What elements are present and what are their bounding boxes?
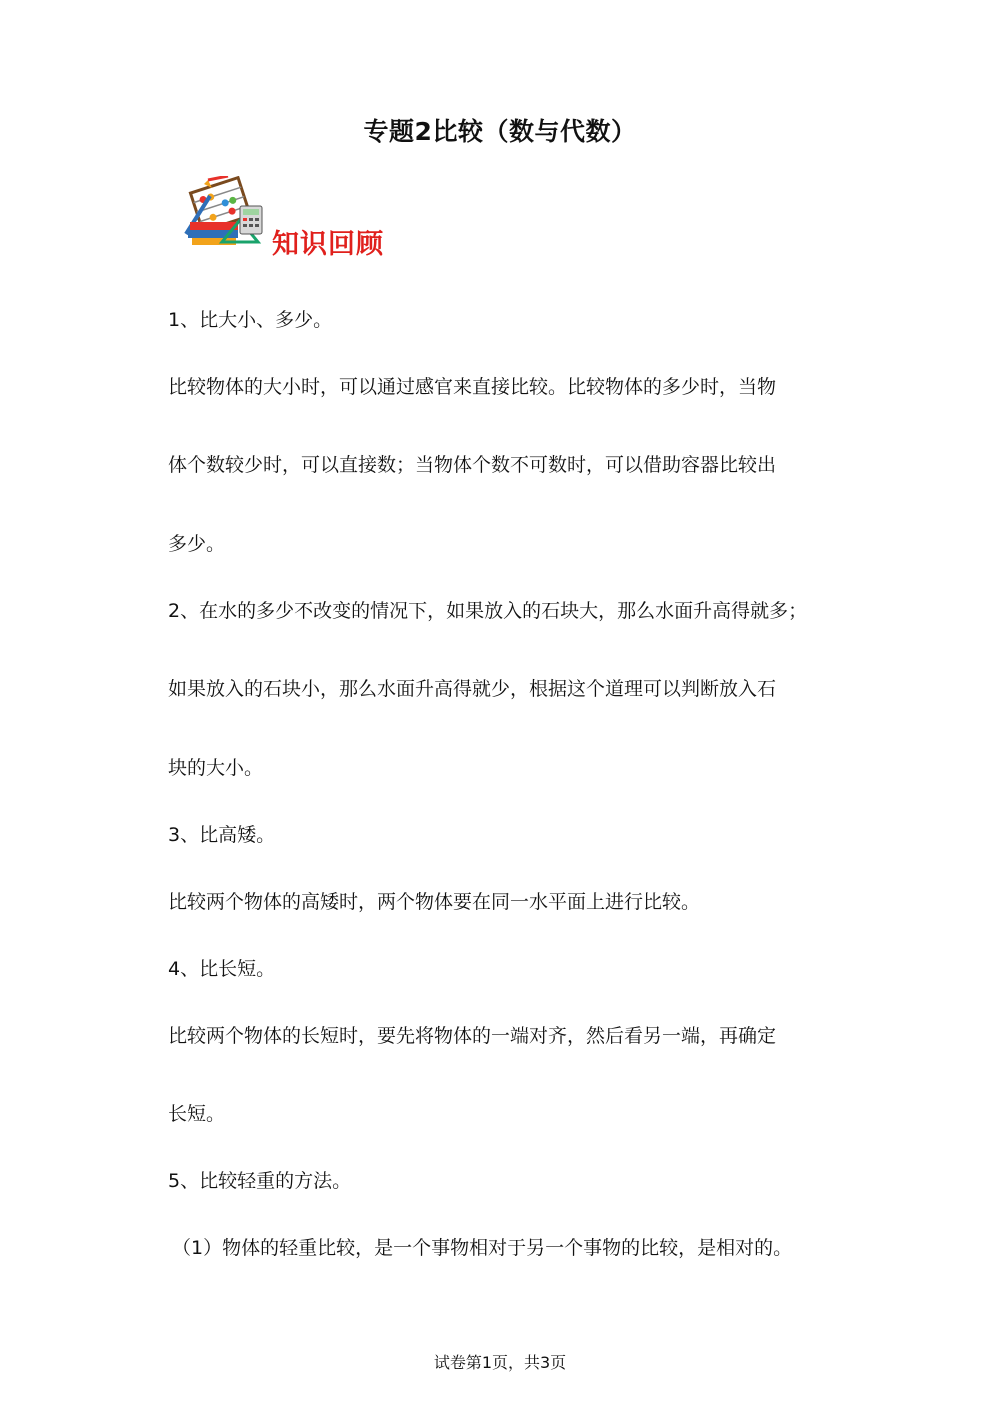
text-line: 比较两个物体的长短时，要先将物体的一端对齐，然后看另一端，再确定 bbox=[168, 1025, 777, 1047]
section-heading: 知识回顾 bbox=[272, 229, 384, 260]
text-line: 如果放入的石块小，那么水面升高得就少，根据这个道理可以判断放入石 bbox=[168, 678, 777, 700]
text-line: 5、比较轻重的方法。 bbox=[168, 1170, 352, 1192]
text-line: （1）物体的轻重比较，是一个事物相对于另一个事物的比较，是相对的。 bbox=[172, 1237, 793, 1259]
stationery-illustration-icon bbox=[182, 176, 274, 260]
text-line: 块的大小。 bbox=[168, 757, 264, 779]
page-title: 专题2比较（数与代数） bbox=[363, 117, 637, 146]
text-line: 1、比大小、多少。 bbox=[168, 309, 333, 331]
text-line: 长短。 bbox=[168, 1103, 226, 1125]
text-line: 比较两个物体的高矮时，两个物体要在同一水平面上进行比较。 bbox=[168, 891, 701, 913]
text-line: 2、在水的多少不改变的情况下，如果放入的石块大，那么水面升高得就多； bbox=[168, 600, 808, 622]
knowledge-review-logo bbox=[182, 176, 392, 260]
text-line: 4、比长短。 bbox=[168, 958, 276, 980]
text-line: 比较物体的大小时，可以通过感官来直接比较。比较物体的多少时，当物 bbox=[168, 376, 777, 398]
text-line: 体个数较少时，可以直接数；当物体个数不可数时，可以借助容器比较出 bbox=[168, 454, 777, 476]
text-line: 3、比高矮。 bbox=[168, 824, 276, 846]
text-line: 多少。 bbox=[168, 533, 226, 555]
page-footer: 试卷第1页，共3页 bbox=[433, 1353, 567, 1372]
